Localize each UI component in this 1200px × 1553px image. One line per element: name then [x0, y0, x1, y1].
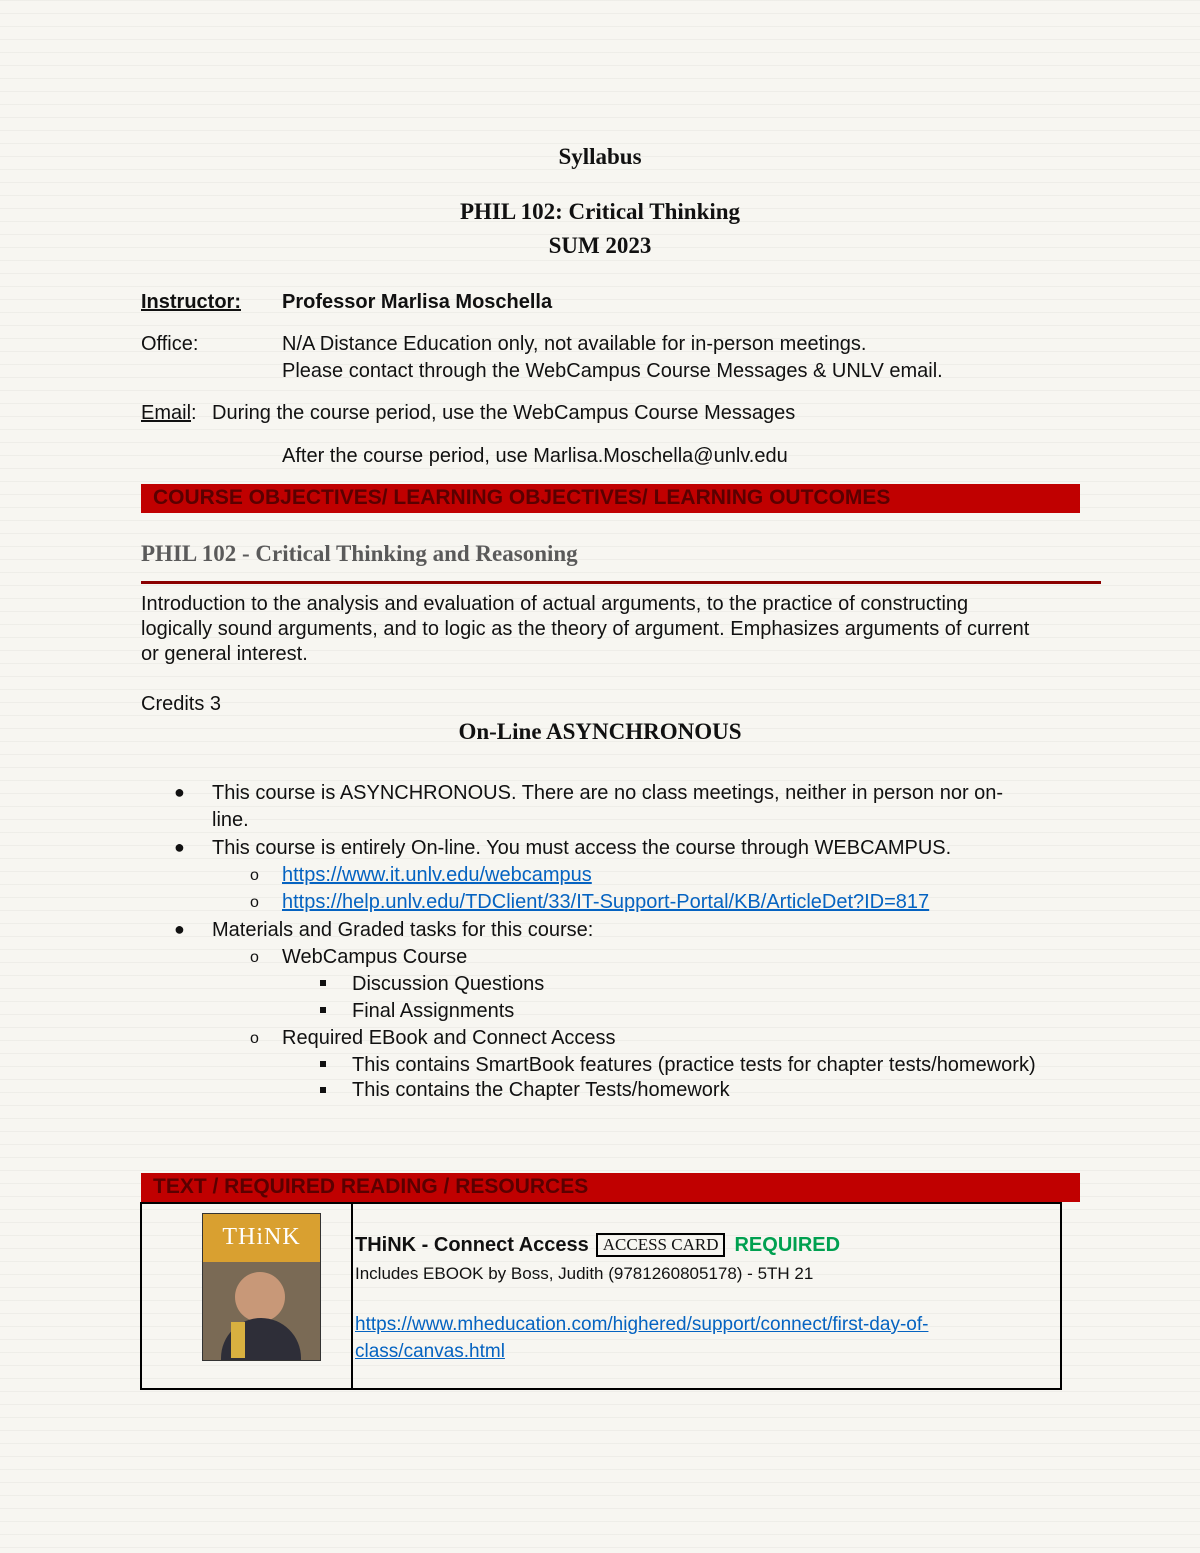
connect-link-line1[interactable]: https://www.mheducation.com/highered/support/connect/first-day-of- [355, 1314, 929, 1335]
webcampus-link[interactable]: https://www.it.unlv.edu/webcampus [282, 864, 592, 886]
description-line-3: or general interest. [141, 643, 308, 665]
item-ebook: Required EBook and Connect Access [282, 1027, 616, 1049]
bullet-async-l2: line. [212, 809, 249, 831]
cover-book-held [231, 1322, 245, 1358]
cover-title: THiNK [222, 1224, 301, 1250]
description-line-2: logically sound arguments, and to logic as the theory of argument. Emphasizes arguments of current [141, 618, 1030, 640]
item-final: Final Assignments [352, 1000, 515, 1022]
email-label: Email [141, 402, 192, 424]
item-chapter-tests: This contains the Chapter Tests/homework [352, 1079, 730, 1101]
office-line1: N/A Distance Education only, not available for in-person meetings. [282, 333, 867, 355]
square-bullet-icon [320, 980, 326, 986]
book-title-row [355, 1233, 840, 1257]
credits: Credits 3 [141, 693, 222, 715]
email-line1: During the course period, use the WebCampus Course Messages [212, 402, 796, 424]
instructor-name: Professor Marlisa Moschella [282, 291, 553, 313]
connect-link[interactable] [355, 1311, 928, 1365]
bullet-async-l1: This course is ASYNCHRONOUS. There are no class meetings, neither in person nor on- [212, 782, 1004, 804]
support-portal-link[interactable]: https://help.unlv.edu/TDClient/33/IT-Support-Portal/KB/ArticleDet?ID=817 [282, 891, 930, 913]
office-label: Office: [141, 333, 199, 355]
cover-person-head [235, 1272, 285, 1322]
email-colon: : [191, 402, 197, 424]
circle-bullet-icon: o [250, 1030, 259, 1047]
square-bullet-icon [320, 1007, 326, 1013]
bullet-materials: Materials and Graded tasks for this course: [212, 919, 594, 941]
book-cover-image [202, 1213, 321, 1361]
objectives-heading-bar [141, 484, 1080, 513]
circle-bullet-icon: o [250, 894, 259, 911]
item-discussion: Discussion Questions [352, 973, 545, 995]
bullet-icon: ● [174, 837, 185, 857]
item-webcampus: WebCampus Course [282, 946, 468, 968]
bullet-online: This course is entirely On-line. You must access the course through WEBCAMPUS. [212, 837, 952, 859]
required-badge: REQUIRED [734, 1233, 841, 1256]
mode-heading: On-Line ASYNCHRONOUS [458, 719, 742, 744]
bullet-icon: ● [174, 782, 185, 802]
email-line2: After the course period, use Marlisa.Moschella@unlv.edu [282, 445, 788, 467]
table-divider [351, 1202, 353, 1390]
square-bullet-icon [320, 1061, 326, 1067]
circle-bullet-icon: o [250, 949, 259, 966]
description-line-1: Introduction to the analysis and evaluation of actual arguments, to the practice of constructing [141, 593, 969, 615]
course-title: PHIL 102: Critical Thinking [459, 199, 741, 224]
access-card-badge: ACCESS CARD [596, 1233, 726, 1257]
office-line2: Please contact through the WebCampus Course Messages & UNLV email. [282, 360, 943, 382]
email-label-row [141, 400, 197, 427]
title-rule [141, 581, 1101, 584]
objectives-heading: COURSE OBJECTIVES/ LEARNING OBJECTIVES/ LEARNING OUTCOMES [153, 486, 891, 509]
document-title: Syllabus [558, 144, 642, 169]
square-bullet-icon [320, 1087, 326, 1093]
book-title: THiNK - Connect Access [355, 1233, 589, 1256]
item-smartbook: This contains SmartBook features (practice tests for chapter tests/homework) [352, 1054, 1036, 1076]
term: SUM 2023 [548, 233, 652, 258]
connect-link-line2[interactable]: class/canvas.html [355, 1341, 505, 1362]
bullet-icon: ● [174, 919, 185, 939]
resources-heading: TEXT / REQUIRED READING / RESOURCES [153, 1175, 589, 1198]
course-full-title: PHIL 102 - Critical Thinking and Reasoning [141, 541, 578, 566]
instructor-label: Instructor: [141, 291, 241, 313]
course-description [141, 592, 1029, 667]
book-includes: Includes EBOOK by Boss, Judith (9781260805178) - 5TH 21 [355, 1264, 814, 1283]
circle-bullet-icon: o [250, 867, 259, 884]
resources-heading-bar [141, 1173, 1080, 1202]
